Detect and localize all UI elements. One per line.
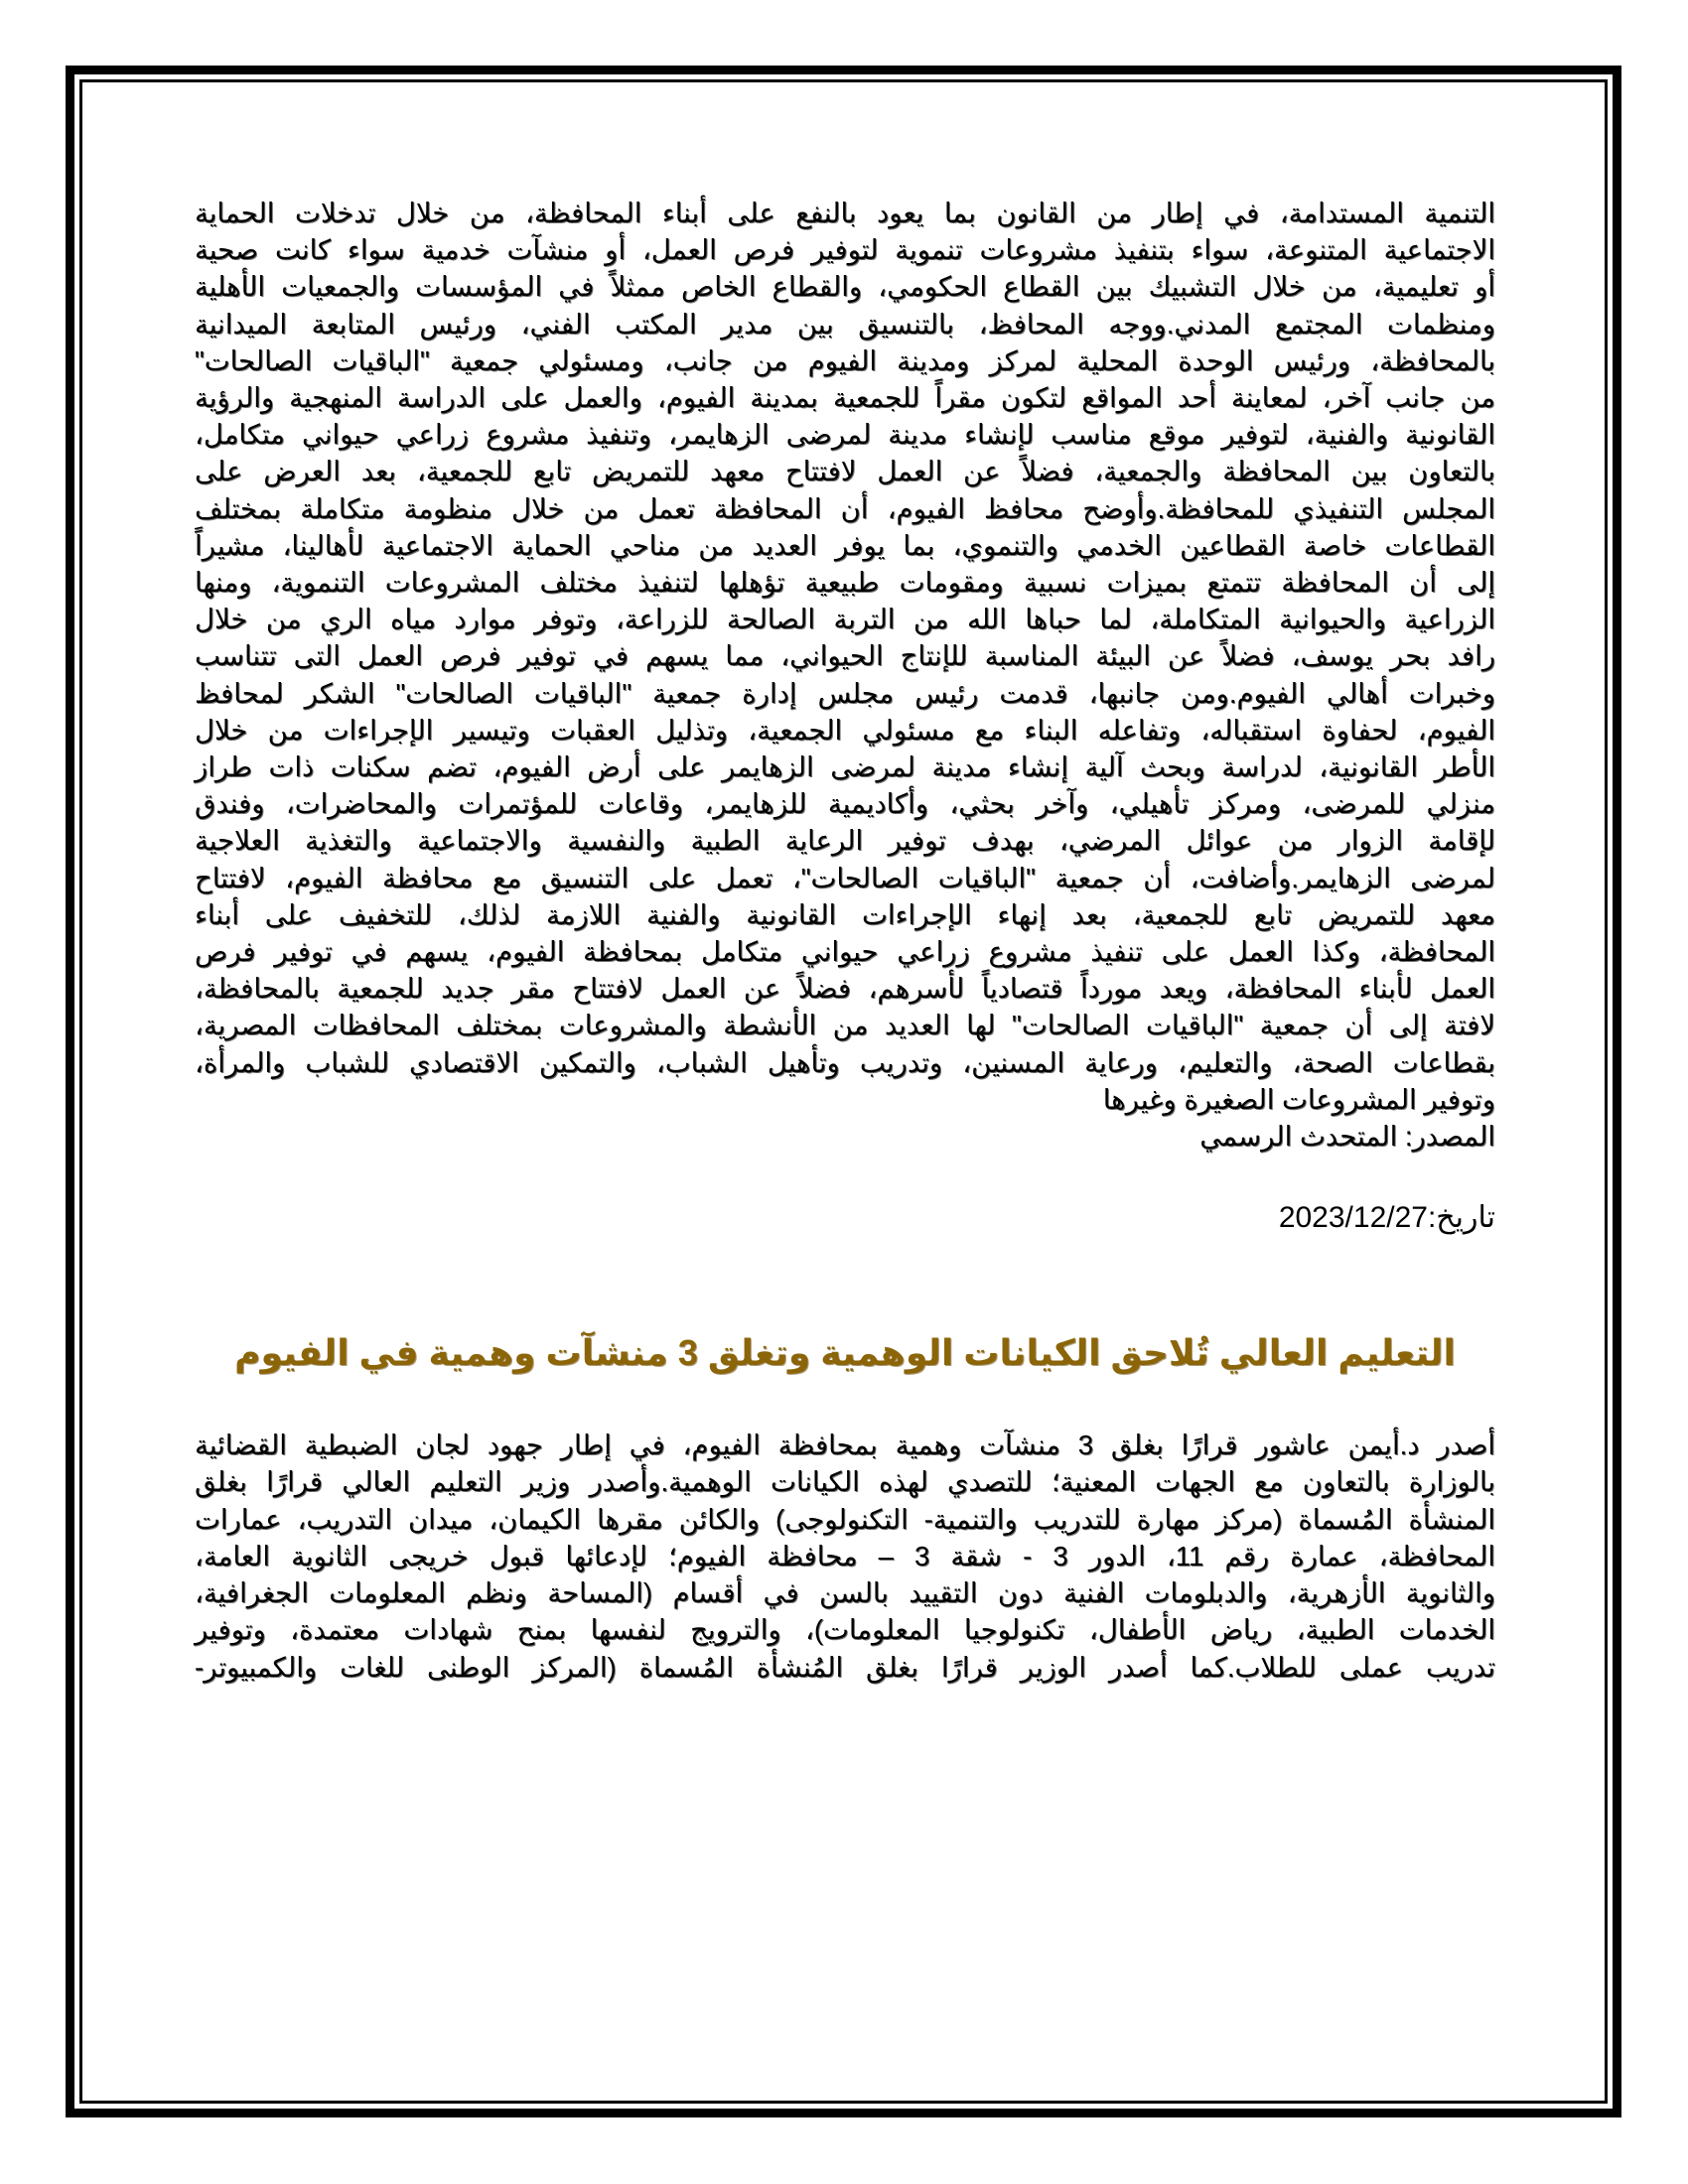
article-2-title: التعليم العالي تُلاحق الكيانات الوهمية وتغلق 3 منشآت وهمية في الفيوم [234, 1332, 1456, 1374]
date-label: تاريخ: [1427, 1201, 1495, 1235]
article-1-line: بالتعاون بين المحافظة والجمعية، فضلاً عن العمل لافتتاح معهد للتمريض تابع للجمعية، بعد العرض على [195, 456, 1495, 487]
article-1-line: أو تعليمية، من خلال التشبيك بين القطاع الحكومي، والقطاع الخاص ممثلاً في المؤسسات والجمعيات الأهلية [195, 271, 1495, 303]
article-1-line: وتوفير المشروعات الصغيرة وغيرها [1102, 1083, 1495, 1115]
article-1-line: إلى أن المحافظة تتمتع بميزات نسبية ومقومات طبيعية تؤهلها لتنفيذ مختلف المشروعات التنموية، ومنها [195, 567, 1495, 599]
article-2-line: تدريب عملى للطلاب.كما أصدر الوزير قرارًا بغلق المُنشأة المُسماة (المركز الوطنى للغات والكمبيوتر- [195, 1651, 1495, 1683]
article-2-line: والثانوية الأزهرية، والدبلومات الفنية دون التقييد بالسن في أقسام (المساحة ونظم المعلومات الجغرافية، [195, 1577, 1495, 1609]
article-1-line: الاجتماعية المتنوعة، سواء بتنفيذ مشروعات تنموية لتوفير فرص العمل، أو منشآت خدمية سواء كانت صحية [195, 234, 1495, 266]
article-2-body [195, 1427, 1495, 1685]
article-1-line: معهد للتمريض تابع للجمعية، بعد إنهاء الإجراءات القانونية والفنية اللازمة لذلك، للتخفيف على أبناء [195, 898, 1495, 930]
article-1-line: وخبرات أهالي الفيوم.ومن جانبها، قدمت رئيس مجلس إدارة جمعية "الباقيات الصالحات" الشكر لمحافظ [195, 677, 1495, 709]
article-2-line: أصدر د.أيمن عاشور قرارًا بغلق 3 منشآت وهمية بمحافظة الفيوم، في إطار جهود لجان الضبطية القضائية [195, 1430, 1495, 1461]
article-1-line: ومنظمات المجتمع المدني.ووجه المحافظ، بالتنسيق بين مدير المكتب الفني، ورئيس المتابعة الميدانية [195, 308, 1495, 340]
article-1-line: العمل لأبناء المحافظة، ويعد مورداً قتصادياً لأسرهم، فضلاً عن العمل لافتتاح مقر جديد للجمعية بالمحافظة، [195, 973, 1495, 1005]
article-1-line: القانونية والفنية، لتوفير موقع مناسب لإنشاء مدينة لمرضى الزهايمر، وتنفيذ مشروع زراعي حيواني متكامل، [195, 419, 1495, 451]
date-value: 2023/12/27 [1278, 1201, 1428, 1235]
article-1-line: التنمية المستدامة، في إطار من القانون بما يعود بالنفع على أبناء المحافظة، من خلال تدخلات الحماية [195, 198, 1495, 228]
article-1-line: المحافظة، وكذا العمل على تنفيذ مشروع زراعي حيواني متكامل بمحافظة الفيوم، يسهم في توفير فرص [195, 936, 1495, 968]
article-2-line: الخدمات الطبية، رياض الأطفال، تكنولوجيا المعلومات)، والترويج لنفسها بمنح شهادات معتمدة، وتوفير [195, 1614, 1495, 1646]
article-1-line: لإقامة الزوار من عوائل المرضي، بهدف توفير الرعاية الطبية والنفسية والاجتماعية والتغذية العلاجية [195, 825, 1495, 857]
article-1-line: القطاعات خاصة القطاعين الخدمي والتنموي، بما يوفر العديد من مناحي الحماية الاجتماعية لأهالينا، مشيراً [195, 529, 1495, 561]
article-1-line: منزلي للمرضى، ومركز تأهيلي، وآخر بحثي، وأكاديمية للزهايمر، وقاعات للمؤتمرات والمحاضرات، وفندق [195, 788, 1495, 820]
article-2-line: المنشأة المُسماة (مركز مهارة للتدريب والتنمية- التكنولوجى) والكائن مقرها الكيمان، ميدان التدريب، عمارات [195, 1503, 1495, 1535]
article-1-body [195, 195, 1495, 1118]
document-page [195, 195, 1495, 1686]
article-1-line: الزراعية والحيوانية المتكاملة، لما حباها الله من التربة الصالحة للزراعة، وتوفر موارد مياه الري من خلال [195, 604, 1495, 635]
article-1-source: المصدر: المتحدث الرسمي [1199, 1121, 1495, 1153]
article-1-line: لمرضى الزهايمر.وأضافت، أن جمعية "الباقيات الصالحات"، تعمل على التنسيق مع محافظة الفيوم، لافتتاح [195, 862, 1495, 893]
article-1-date [195, 1198, 1495, 1238]
article-1-line: من جانب آخر، لمعاينة أحد المواقع لتكون مقراً للجمعية بمدينة الفيوم، والعمل على الدراسة المنهجية والرؤية [195, 382, 1495, 414]
article-1-line: رافد بحر يوسف، فضلاً عن البيئة المناسبة للإنتاج الحيواني، مما يسهم في توفير فرص العمل التى تتناسب [195, 640, 1495, 672]
article-1-line: المجلس التنفيذي للمحافظة.وأوضح محافظ الفيوم، أن المحافظة تعمل من خلال منظومة متكاملة بمختلف [195, 492, 1495, 524]
article-2-line: المحافظة، عمارة رقم 11، الدور 3 - شقة 3 – محافظة الفيوم؛ لإدعائها قبول خريجى الثانوية العامة، [195, 1540, 1496, 1571]
article-2-line: بالوزارة بالتعاون مع الجهات المعنية؛ للتصدي لهذه الكيانات الوهمية.وأصدر وزير التعليم العالي قرارًا بغلق [195, 1466, 1495, 1498]
article-1-line: الفيوم، لحفاوة استقباله، وتفاعله البناء مع مسئولي الجمعية، وتذليل العقبات وتيسير الإجراءات من خلال [195, 714, 1495, 746]
article-1-line: لافتة إلى أن جمعية "الباقيات الصالحات" لها العديد من الأنشطة والمشروعات بمختلف المحافظات المصرية، [195, 1010, 1495, 1041]
article-1-line: الأطر القانونية، لدراسة وبحث آلية إنشاء مدينة لمرضى الزهايمر على أرض الفيوم، تضم سكنات ذات طراز [195, 751, 1495, 783]
article-1-line: بقطاعات الصحة، والتعليم، ورعاية المسنين، وتدريب وتأهيل الشباب، والتمكين الاقتصادي للشباب والمرأة، [195, 1046, 1495, 1078]
article-1-line: بالمحافظة، ورئيس الوحدة المحلية لمركز ومدينة الفيوم من جانب، ومسئولي جمعية "الباقيات الصالحات" [195, 344, 1495, 376]
